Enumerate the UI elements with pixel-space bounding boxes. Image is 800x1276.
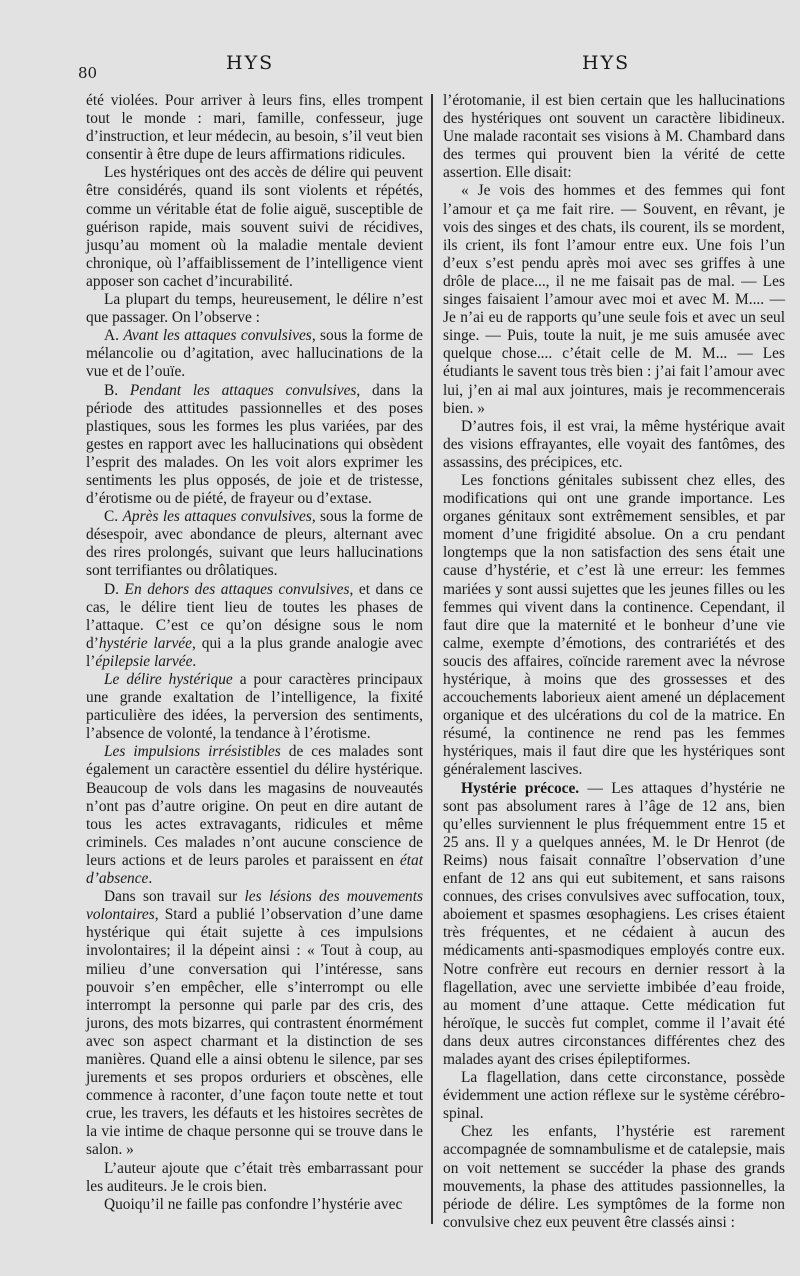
list-item-b bbox=[86, 382, 423, 509]
paragraph-text: , qui a la plus grande analogie avec l’ bbox=[86, 634, 423, 670]
italic-term: hystérie larvée bbox=[98, 634, 192, 652]
paragraph: L’auteur ajoute que c’était très embarrassant pour les auditeurs. Je le crois bien. bbox=[86, 1159, 423, 1195]
paragraph: été violées. Pour arriver à leurs fins, elles trompent tout le monde : mari, famille, confesseur, juge d’instruction, et leur médecin, au besoin, s’il veut bien consentir à être dupe de leurs affirmations ridicules. bbox=[86, 92, 423, 164]
paragraph-text: — Les attaques d’hystérie ne sont pas absolument rares à l’âge de 12 ans, bien qu’elles surviennent le plus fréquemment entre 15 et 25 ans. Il y a quelques années, M. le Dr Henrot (de Reims) nous faisait connaître l’observation d’une enfant de 12 ans qui eut subitement, et sans raisons connues, des crises convulsives avec suffocation, toux, aboiement et spasmes œsophagiens. Les crises étaient très fréquentes, et ne cédaient à aucun des médicaments anti-spasmodiques employés contre eux. Notre confrère eut recours en dernier ressort à la flagellation, avec une serviette imbibée d’eau froide, au moment d’une attaque. Cette médication fut héroïque, le succès fut complet, comme il l’avait été dans deux autres circonstances différentes chez des malades ayant des crises épileptiformes. bbox=[443, 779, 785, 1068]
list-item-a bbox=[86, 327, 423, 381]
paragraph bbox=[86, 743, 423, 888]
list-letter: D. bbox=[104, 580, 119, 598]
left-column bbox=[86, 92, 423, 1214]
italic-term: Après les attaques convulsives bbox=[122, 508, 312, 526]
page-number: 80 bbox=[78, 64, 98, 82]
paragraph-text: . bbox=[192, 652, 197, 670]
italic-term: En dehors des attaques convulsives bbox=[124, 580, 350, 598]
paragraph-text: de ces malades sont également un caractère essentiel du délire hystérique. Beaucoup de vols dans les magasins de nouveautés n’ont pas d’autre origine. On peut en dire autant de tous les actes extravagants, ridicules et même criminels. Ces malades n’ont aucune conscience de leurs actions et de leurs paroles et paraissent en bbox=[86, 743, 423, 869]
quotation: « Je vois des hommes et des femmes qui font l’amour et ça me fait rire. — Souvent, en rêvant, je vois des singes et des chats, ils courent, ils se mordent, ils crient, ils font l’amour entre eux. Une fois l’un d’eux s’est pendu après moi avec ses griffes à une drôle de place..., il ne me faisait pas de mal. — Les singes faisaient l’amour avec moi et avec M. M.... — Je n’ai eu de rapports qu’une seule fois et avec un seul singe. — Puis, toute la nuit, je me suis amusée avec quelque chose.... c’était celle de M. M... — Les étudiants le savent tous très bien : j’ai fait l’amour avec lui, j’en ai mal aux jointures, mais je recommencerais bien. » bbox=[443, 182, 785, 417]
list-item-c bbox=[86, 508, 423, 580]
paragraph: La plupart du temps, heureusement, le délire n’est que passager. On l’observe : bbox=[86, 291, 423, 327]
list-item-d bbox=[86, 581, 423, 671]
paragraph-text: a pour caractères principaux une grande exaltation de l’intelligence, la fixité particulière des idées, la perversion des sentiments, l’absence de volonté, la tendance à l’érotisme. bbox=[86, 671, 423, 743]
paragraph: Les hystériques ont des accès de délire qui peuvent être considérés, quand ils sont violents et répétés, comme un véritable état de folie aiguë, susceptible de guérison rapide, mais souvent suivi de récidives, jusqu’au moment où la maladie mentale devient chronique, où l’affaiblissement de l’intelligence vient apposer son cachet d’incurabilité. bbox=[86, 164, 423, 290]
italic-term: Le délire hystérique bbox=[104, 671, 233, 688]
italic-term: épilepsie larvée bbox=[95, 652, 193, 670]
column-divider bbox=[431, 94, 433, 1224]
italic-term: Les impulsions irrésistibles bbox=[104, 743, 281, 761]
running-head-right: HYS bbox=[582, 52, 631, 74]
italic-term: les lésions des mouvements volontaires bbox=[86, 888, 423, 924]
paragraph-text: , sous la forme de désespoir, avec abondance de pleurs, alternant avec des rires prolongés, suivant que leurs hallucinations sont terrifiantes ou drôlatiques. bbox=[86, 508, 423, 580]
paragraph: Les fonctions génitales subissent chez elles, des modifications qui ont une grande importance. Les organes génitaux sont extrêmement sensibles, et par moment d’une frigidité absolue. On a cru pendant longtemps que la non satisfaction des sens était une cause d’hystérie, et c’est là une erreur: les femmes mariées y sont aussi sujettes que les jeunes filles ou les femmes qui vivent dans la continence. Cependant, il faut dire que la maternité et le bonheur d’une vie calme, exempte d’émotions, des contrariétés et des soucis des affaires, coïncide rarement avec la névrose hystérique, à moins que des grossesses et des accouchements laborieux aient amené un déplacement organique et des ulcérations du col de la matrice. En résumé, la continence ne rend pas les femmes hystériques, mais il faut dire que les hystériques sont généralement lascives. bbox=[443, 471, 785, 779]
paragraph-text: . bbox=[148, 870, 153, 888]
paragraph: La flagellation, dans cette circonstance, possède évidemment une action réflexe sur le système cérébro-spinal. bbox=[443, 1069, 785, 1123]
running-head-left: HYS bbox=[226, 52, 275, 74]
list-letter: C. bbox=[104, 508, 119, 526]
italic-term: Avant les attaques convulsives bbox=[123, 327, 312, 345]
italic-term: Pendant les attaques convulsives bbox=[129, 381, 357, 399]
paragraph-text: Dans son travail sur bbox=[104, 888, 245, 906]
list-letter: A. bbox=[104, 327, 119, 345]
italic-term: état d’absence bbox=[86, 851, 423, 888]
paragraph: D’autres fois, il est vrai, la même hystérique avait des visions effrayantes, elle voyait des fantômes, des assassins, des précipices, etc. bbox=[443, 417, 785, 471]
paragraph: Quoiqu’il ne faille pas confondre l’hystérie avec bbox=[104, 1195, 403, 1213]
section-heading: Hystérie précoce. bbox=[461, 779, 580, 797]
right-column bbox=[443, 92, 785, 1232]
paragraph: Chez les enfants, l’hystérie est rarement accompagnée de somnambulisme et de catalepsie, mais on voit nettement se succéder la phase des grands mouvements, la phase des attitudes passionnelles, la période de délire. Les symptômes de la forme non convulsive chez eux peuvent être classés ainsi : bbox=[443, 1123, 785, 1231]
paragraph-text: , sous la forme de mélancolie ou d’agitation, avec hallucinations de la vue et de l’ouïe. bbox=[86, 327, 423, 381]
list-letter: B. bbox=[104, 381, 119, 399]
paragraph bbox=[443, 780, 785, 1070]
paragraph: l’érotomanie, il est bien certain que les hallucinations des hystériques ont souvent un caractère libidineux. Une malade racontait ses visions à M. Chambard dans des termes qui prouvent bien la vérité de cette assertion. Elle disait: bbox=[443, 92, 785, 182]
paragraph-text: , et dans ce cas, le délire tient lieu de toutes les phases de l’attaque. C’est ce qu’on désigne sous le nom d’ bbox=[86, 580, 423, 652]
paragraph bbox=[86, 888, 423, 1159]
page-header bbox=[0, 50, 800, 80]
paragraph-text: , Stard a publié l’observation d’une dame hystérique qui était sujette à ces impulsions involontaires; il la dépeint ainsi : « Tout à coup, au milieu d’une conversation qui l’intéresse, sans pouvoir s’en empêcher, elle s’interrompt ou elle interrompt la personne qui parle par des cris, des jurons, des mots bizarres, qui contrastent énormément avec son aspect charmant et la distinction de ses manières. Quand elle a ainsi obtenu le silence, par ses jurements et ses propos orduriers et obscènes, elle commence à raconter, d’une façon toute nette et tout crue, les travers, les défauts et les histoires secrètes de la vie intime de chaque personne qui se trouve dans le salon. » bbox=[86, 906, 423, 1159]
paragraph bbox=[86, 671, 423, 743]
paragraph-text: , dans la période des attitudes passionnelles et des poses plastiques, sous les formes les plus variées, par des gestes en rapport avec les hallucinations qui obsèdent l’esprit des malades. On les voit alors exprimer les sentiments les plus opposés, de joie et de tristesse, d’érotisme ou de piété, de frayeur ou d’extase. bbox=[86, 381, 423, 508]
